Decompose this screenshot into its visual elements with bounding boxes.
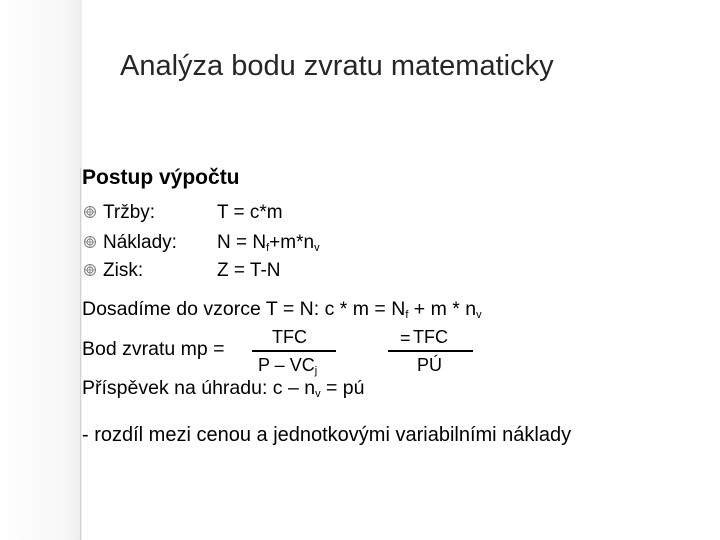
slide-title: Analýza bodu zvratu matematicky — [120, 50, 554, 82]
note-line: - rozdíl mezi cenou a jednotkovými variabilními náklady — [82, 424, 572, 446]
fraction2-equals: = — [400, 328, 411, 348]
left-decorative-bar — [0, 0, 82, 540]
fraction1-numerator: TFC — [272, 327, 307, 347]
prispevek-line: Příspěvek na úhradu: c – $n_v$ = pú — [82, 377, 365, 400]
bullet-icon-svg — [82, 234, 98, 250]
fraction1-denominator: P – $VC_j$ — [258, 355, 318, 377]
fraction2-denominator: PÚ — [417, 355, 443, 375]
bullet-formula: T = c*m — [217, 202, 283, 223]
bullet-icon — [82, 204, 98, 226]
bullet-formula: Z = T-N — [217, 260, 281, 281]
bullet-label: Tržby: — [103, 202, 156, 223]
fraction1-bar — [252, 350, 336, 352]
left-divider-line — [80, 168, 81, 540]
bullet-icon-svg — [82, 204, 98, 220]
section-heading: Postup výpočtu — [82, 166, 240, 189]
dosadime-line: Dosadíme do vzorce T = N: $c * m = N_f + m * n_v$ — [82, 298, 482, 321]
bullet-formula: $N = N_f+m*n_v$ — [217, 232, 320, 254]
bullet-label: Zisk: — [103, 260, 144, 281]
bullet-icon — [82, 262, 98, 284]
bullet-icon — [82, 234, 98, 256]
bod-zvratu-label: Bod zvratu mp = — [82, 338, 225, 360]
fraction2-numerator: TFC — [413, 327, 448, 347]
fraction2-bar — [388, 350, 473, 352]
bullet-label: Náklady: — [103, 232, 177, 253]
bullet-icon-svg — [82, 262, 98, 278]
